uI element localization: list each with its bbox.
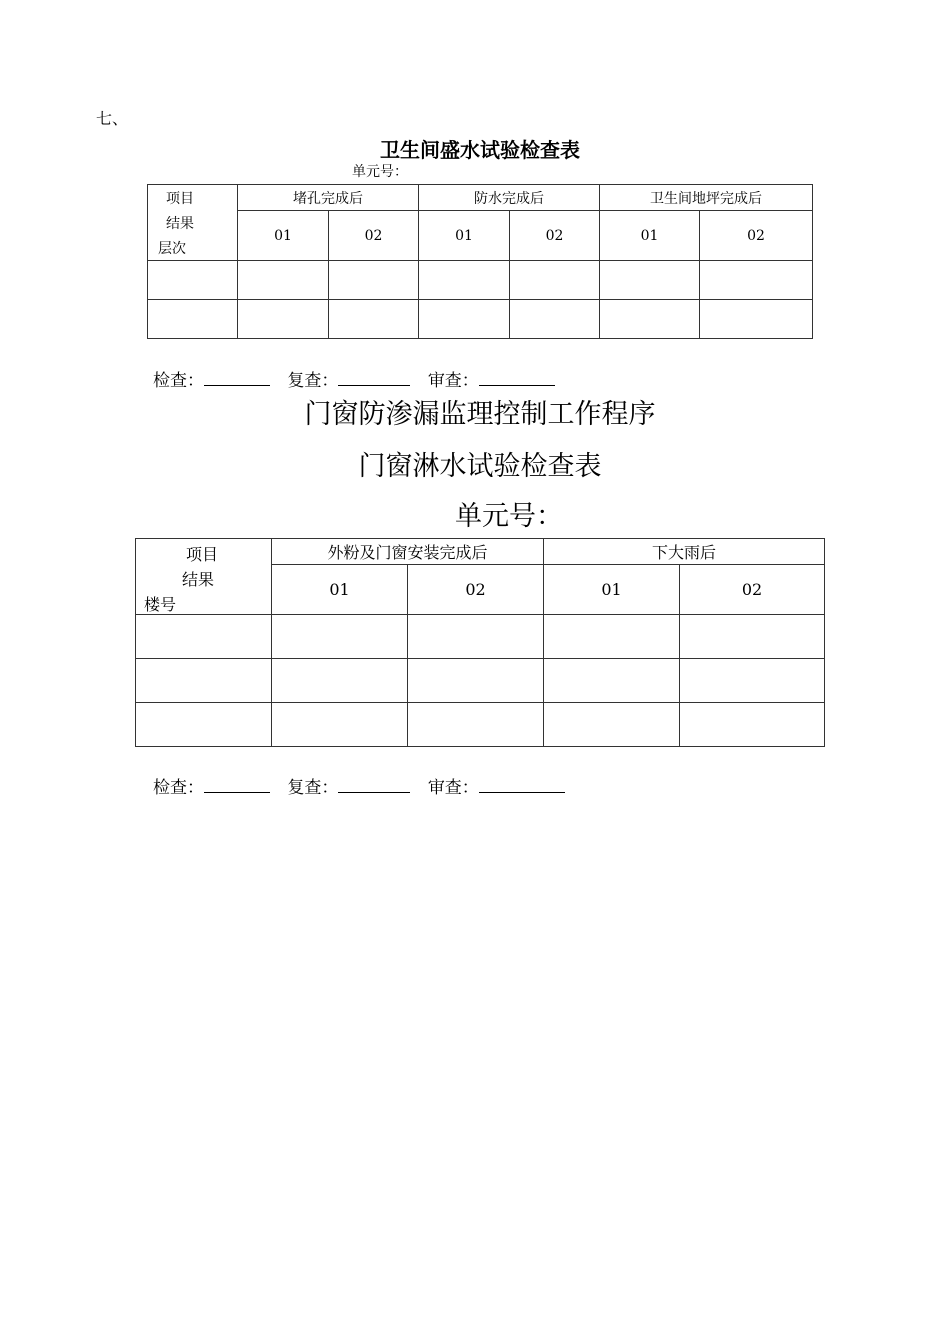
table-cell[interactable] <box>148 300 238 339</box>
review-blank[interactable] <box>479 371 555 386</box>
signature-line-1 <box>153 366 555 391</box>
table-row <box>136 703 825 747</box>
table-cell[interactable] <box>136 659 272 703</box>
table1-subcol-header: 02 <box>329 211 419 261</box>
table-row <box>148 300 813 339</box>
bathroom-water-test-table <box>147 184 813 339</box>
table1-subcol-header: 02 <box>700 211 813 261</box>
table-cell[interactable] <box>329 261 419 300</box>
table1-group-header: 堵孔完成后 <box>238 185 419 211</box>
table1-subcol-header: 01 <box>600 211 700 261</box>
table2-group-header: 外粉及门窗安装完成后 <box>272 539 544 565</box>
table2-unit-label: 单元号： <box>455 501 563 532</box>
check-label: 检查： <box>153 778 204 798</box>
corner-label-result: 结果 <box>182 570 215 589</box>
table-cell[interactable] <box>408 703 544 747</box>
table-row <box>136 659 825 703</box>
table-cell[interactable] <box>272 615 408 659</box>
table-cell[interactable] <box>544 615 680 659</box>
recheck-label: 复查： <box>287 778 339 798</box>
table-cell[interactable] <box>600 300 700 339</box>
table-cell[interactable] <box>510 300 600 339</box>
check-blank[interactable] <box>204 778 270 793</box>
table-cell[interactable] <box>272 703 408 747</box>
table1-unit-label: 单元号： <box>352 164 408 180</box>
table2-title: 门窗淋水试验检查表 <box>358 451 602 482</box>
corner-label-item: 项目 <box>186 545 219 564</box>
table-cell[interactable] <box>510 261 600 300</box>
procedure-heading: 门窗防渗漏监理控制工作程序 <box>304 399 656 430</box>
table-cell[interactable] <box>680 703 825 747</box>
signature-line-2 <box>153 773 565 798</box>
corner-label-building: 楼号 <box>144 595 177 614</box>
review-label: 审查： <box>427 778 479 798</box>
table-cell[interactable] <box>680 659 825 703</box>
check-blank[interactable] <box>204 371 270 386</box>
table-cell[interactable] <box>136 703 272 747</box>
table-cell[interactable] <box>600 261 700 300</box>
recheck-blank[interactable] <box>338 778 410 793</box>
table-cell[interactable] <box>700 300 813 339</box>
corner-label-floor: 层次 <box>158 241 186 257</box>
table1-subcol-header: 01 <box>238 211 329 261</box>
table2-group-header: 下大雨后 <box>544 539 825 565</box>
table2-subcol-header: 02 <box>680 565 825 615</box>
corner-label-result: 结果 <box>166 216 194 232</box>
table2-subcol-header: 01 <box>272 565 408 615</box>
table-cell[interactable] <box>238 300 329 339</box>
table-cell[interactable] <box>238 261 329 300</box>
table1-group-header: 卫生间地坪完成后 <box>600 185 813 211</box>
table-cell[interactable] <box>136 615 272 659</box>
review-blank[interactable] <box>479 778 565 793</box>
table1-title: 卫生间盛水试验检查表 <box>380 138 580 162</box>
table-cell[interactable] <box>419 300 510 339</box>
table-cell[interactable] <box>700 261 813 300</box>
table1-subcol-header: 01 <box>419 211 510 261</box>
table2-subcol-header: 01 <box>544 565 680 615</box>
recheck-label: 复查： <box>287 371 339 391</box>
table-cell[interactable] <box>544 659 680 703</box>
table-cell[interactable] <box>148 261 238 300</box>
table1-subcol-header: 02 <box>510 211 600 261</box>
table-cell[interactable] <box>419 261 510 300</box>
table-cell[interactable] <box>408 615 544 659</box>
review-label: 审查： <box>427 371 479 391</box>
table-row <box>148 261 813 300</box>
corner-label-item: 项目 <box>166 191 194 207</box>
table-cell[interactable] <box>329 300 419 339</box>
table-row <box>136 615 825 659</box>
check-label: 检查： <box>153 371 204 391</box>
table1-group-header: 防水完成后 <box>419 185 600 211</box>
window-water-test-table <box>135 538 825 747</box>
table-cell[interactable] <box>408 659 544 703</box>
table2-subcol-header: 02 <box>408 565 544 615</box>
recheck-blank[interactable] <box>338 371 410 386</box>
table-cell[interactable] <box>680 615 825 659</box>
table-cell[interactable] <box>272 659 408 703</box>
section-number: 七、 <box>96 109 129 128</box>
table-cell[interactable] <box>544 703 680 747</box>
table2-corner-cell <box>136 539 272 615</box>
table1-corner-cell <box>148 185 238 261</box>
